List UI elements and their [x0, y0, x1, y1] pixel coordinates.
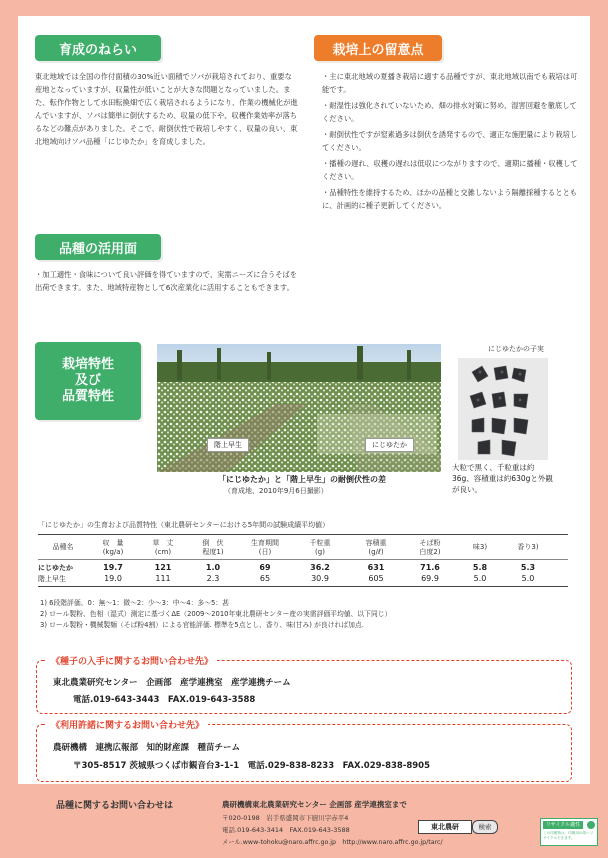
seed-title: にじゆたかの子実	[488, 345, 544, 353]
aim-header	[35, 35, 161, 61]
contact-seed-phone: 電話.019-643-3443 FAX.019-643-3588	[73, 695, 256, 705]
table-row	[38, 560, 568, 573]
aim-title: 育成のねらい	[58, 42, 137, 58]
td-volume: 605	[368, 574, 384, 583]
th-whiteness: そば粉 白度2)	[419, 539, 441, 556]
traits-title-1: 栽培特性	[61, 357, 114, 372]
photo-caption-2: （育成地、2010年9月6日撮影）	[224, 487, 328, 495]
footer-org: 農研機構東北農業研究センター 企画部 産学連携室まで	[222, 800, 407, 809]
contact-seed-box	[36, 657, 572, 714]
contact-license-address: 〒305-8517 茨城県つくば市観音台3-1-1 電話.029-838-8233 FAX.029-838-8905	[73, 761, 431, 771]
footer-phone: 電話.019-643-3414 FAX.019-643-3588	[222, 826, 350, 834]
search-box-text: 東北農研	[431, 823, 459, 831]
th-volume: 容積重 (g/ℓ)	[365, 539, 387, 556]
field-photo-image	[157, 344, 441, 472]
table-title: 「にじゆたか」の生育および品質特性（東北農研センターにおける5年間の試験成績平均値）	[38, 521, 330, 529]
td-taste: 5.0	[473, 574, 487, 583]
th-period: 生育期間 (日)	[251, 539, 279, 556]
contact-license-box	[36, 721, 572, 782]
table-row	[38, 573, 568, 587]
contact-seed-org: 東北農業研究センター 企画部 産学連携室 産学連携チーム	[53, 678, 291, 688]
seed-caption: 大粒で黒く、千粒重は約36g、容積重は約630gと外観が良い。	[452, 463, 553, 494]
th-yield: 収 量 (kg/a)	[102, 539, 124, 556]
td-lodging: 2.3	[206, 574, 220, 583]
photo-label-left: 階上早生	[207, 438, 249, 452]
cultivation-item: ・耐湿性は強化されていないため、畑の排水対策に努め、湿害回避を徹底してください。	[322, 101, 577, 123]
td-lodging: 1.0	[205, 563, 221, 572]
table-note: 1) 6段階評価、0：無～1：微～2：少～3：中～4：多～5：甚	[40, 599, 229, 607]
contact-seed-title: 《種子の入手に関するお問い合わせ先》	[47, 654, 217, 667]
td-taste: 5.8	[472, 563, 488, 572]
footer-mail: メール.www-tohoku@naro.affrc.go.jp http://www.naro.affrc.go.jp/tarc/	[222, 839, 443, 846]
cultivation-title: 栽培上の留意点	[332, 42, 424, 58]
search-button[interactable]	[472, 820, 498, 834]
td-aroma: 5.3	[520, 563, 536, 572]
search-button-label: 検索	[478, 823, 492, 831]
cultivation-item: ・播種の遅れ、収穫の遅れは低収につながりますので、適期に播種・収穫してください。	[322, 159, 578, 181]
table-note: 2) ロール製粉、色相（湿式）測定に基づくΔE（2009～2010年東北農研センター産の実需評価平均値、以下同じ）	[40, 610, 392, 618]
cultivation-list	[322, 70, 578, 215]
recycle-label: リサイクル適性	[543, 821, 583, 829]
recycle-mark	[540, 818, 598, 846]
recycle-icon	[587, 821, 595, 829]
footer-label: 品種に関するお問い合わせは	[56, 801, 174, 811]
usage-title: 品種の活用面	[58, 241, 137, 257]
th-taste: 味3)	[472, 543, 488, 551]
td-aroma: 5.0	[521, 574, 535, 583]
contact-license-title: 《利用許諾に関するお問い合わせ先》	[47, 718, 208, 731]
td-yield: 19.0	[104, 574, 122, 583]
quality-table	[38, 534, 568, 587]
field-photo	[157, 344, 441, 472]
th-aroma: 香り3)	[517, 543, 539, 551]
th-name: 品種名	[52, 543, 74, 551]
contact-license-org: 農研機構 連携広報部 知的財産課 種苗チーム	[53, 743, 241, 753]
footer-address: 〒020-0198 岩手県盛岡市下厨川字赤平4	[222, 814, 349, 822]
cultivation-item: ・耐倒伏性ですが窒素過多は倒伏を誘発するので、適正な施肥量により栽培してください。	[322, 130, 578, 152]
cultivation-header	[314, 35, 442, 61]
page-sheet	[18, 16, 590, 784]
td-height: 121	[154, 563, 172, 572]
th-lodging: 倒 伏 程度1)	[202, 539, 224, 556]
cultivation-item: ・主に東北地域の夏播き栽培に適する品種ですが、東北地域以南でも栽培は可能です。	[322, 72, 578, 94]
usage-header	[35, 234, 161, 260]
photo-caption-1: 「にじゆたか」と「階上早生」の耐倒伏性の差	[218, 475, 386, 484]
photo-label-right: にじゆたか	[365, 438, 414, 452]
footer	[0, 784, 608, 858]
td-volume: 631	[367, 563, 385, 572]
td-whiteness: 71.6	[420, 563, 440, 572]
td-height: 111	[155, 574, 171, 583]
td-yield: 19.7	[103, 563, 123, 572]
usage-body: ・加工適性・食味について良い評価を得ていますので、実需ニーズに合うそばを出荷できます。また、地域特産物として6次産業化に活用することもできます。	[35, 270, 298, 292]
cultivation-item: ・品種特性を維持するため、ほかの品種と交雑しないよう隔離採種するとともに、計画的に種子更新してください。	[322, 188, 578, 210]
td-period: 65	[259, 574, 271, 583]
traits-header	[35, 342, 141, 420]
td-period: 69	[259, 563, 271, 572]
traits-title-2: 及び	[74, 373, 101, 388]
table-header-row	[38, 535, 568, 560]
recycle-sub: この印刷物は、印刷用の紙へリサイクルできます。	[543, 831, 594, 840]
seed-photo-image	[458, 358, 548, 460]
aim-body: 東北地域では全国の作付面積の30%近い面積でソバが栽培されており、重要な産地となっていますが、収量性が低いことが大きな問題となっていました。また、転作作物として水田転換畑で広く栽培されるようになり、作業の機械化が進んでいますが、ソバは簡単に倒伏するため、収量の低下や、収穫作業効率が落ちるなどの難点がありました。そこで、耐倒伏性で栽培しやすく、収量の良い、東北地域向けソバ品種「にじゆたか」を育成しました。	[35, 72, 298, 146]
td-whiteness: 69.9	[421, 574, 439, 583]
td-name: 階上早生	[38, 575, 66, 583]
traits-title-3: 品質特性	[61, 389, 114, 404]
table-note: 3) ロール製粉・機械製麺（そば粉4割）による官能評価. 標準を5点とし、香り、味(甘み) が良ければ加点.	[40, 621, 364, 629]
search-box[interactable]	[418, 820, 472, 834]
td-weight: 30.9	[311, 574, 329, 583]
td-weight: 36.2	[310, 563, 330, 572]
th-height: 草 丈 (cm)	[152, 539, 174, 556]
th-weight: 千粒重 (g)	[309, 539, 331, 556]
table-notes	[40, 598, 570, 631]
seed-photo	[458, 358, 548, 460]
td-name: にじゆたか	[38, 564, 73, 572]
